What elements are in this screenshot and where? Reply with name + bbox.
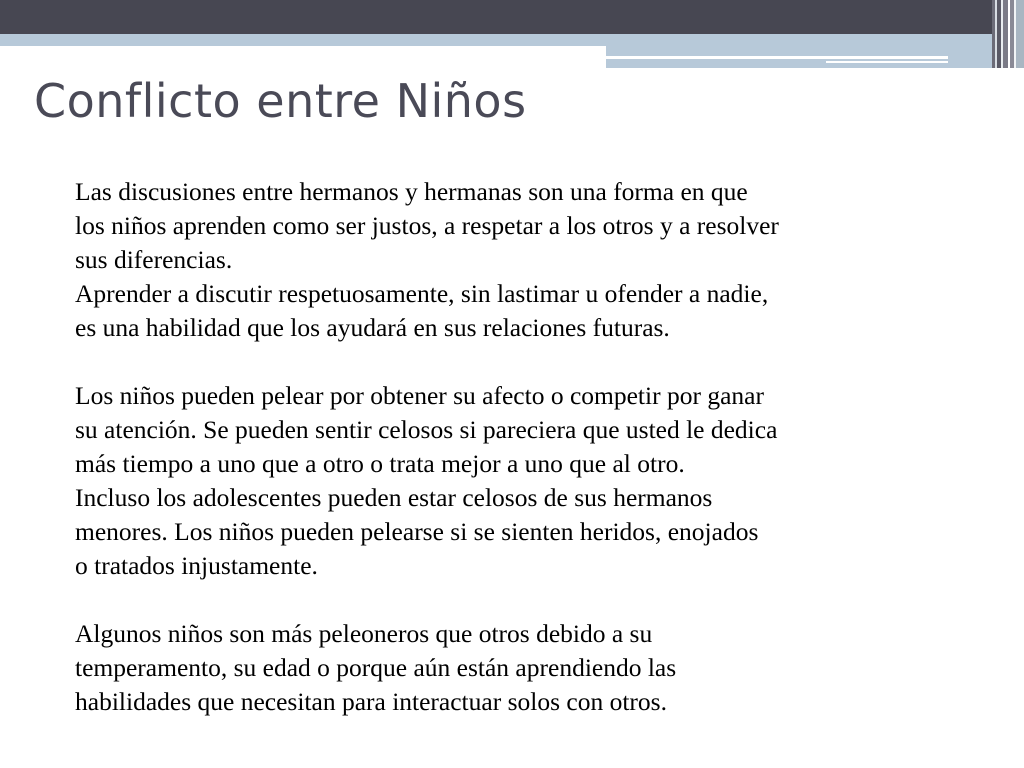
text-line: Aprender a discutir respetuosamente, sin lastimar u ofender a nadie, — [75, 279, 769, 308]
paragraph — [75, 617, 965, 719]
text-line: Las discusiones entre hermanos y hermanas son una forma en que — [75, 177, 748, 206]
text-line: o tratados injustamente. — [75, 551, 318, 580]
text-line: temperamento, su edad o porque aún están aprendiendo las — [75, 653, 677, 682]
text-line: habilidades que necesitan para interactuar solos con otros. — [75, 687, 667, 716]
paragraph — [75, 175, 965, 345]
text-line: los niños aprenden como ser justos, a respetar a los otros y a resolver — [75, 211, 779, 240]
header-light-band — [0, 34, 1024, 46]
text-line: Incluso los adolescentes pueden estar celosos de sus hermanos — [75, 483, 713, 512]
slide-title: Conflicto entre Niños — [34, 74, 527, 128]
paragraph-spacer — [75, 583, 965, 617]
text-line: sus diferencias. — [75, 245, 233, 274]
slide-body — [75, 175, 965, 719]
text-line: menores. Los niños pueden pelearse si se sienten heridos, enojados — [75, 517, 759, 546]
header-accent-line — [606, 56, 948, 59]
text-line: su atención. Se pueden sentir celosos si pareciera que usted le dedica — [75, 415, 778, 444]
paragraph-spacer — [75, 345, 965, 379]
header-dark-bar — [0, 0, 1024, 34]
text-line: Algunos niños son más peleoneros que otros debido a su — [75, 619, 653, 648]
header-accent-line-short — [826, 61, 948, 63]
text-line: más tiempo a uno que a otro o trata mejor a uno que al otro. — [75, 449, 685, 478]
text-line: Los niños pueden pelear por obtener su afecto o competir por ganar — [75, 381, 764, 410]
header-stripes-decoration — [992, 0, 1024, 68]
paragraph — [75, 379, 965, 583]
text-line: es una habilidad que los ayudará en sus relaciones futuras. — [75, 313, 670, 342]
